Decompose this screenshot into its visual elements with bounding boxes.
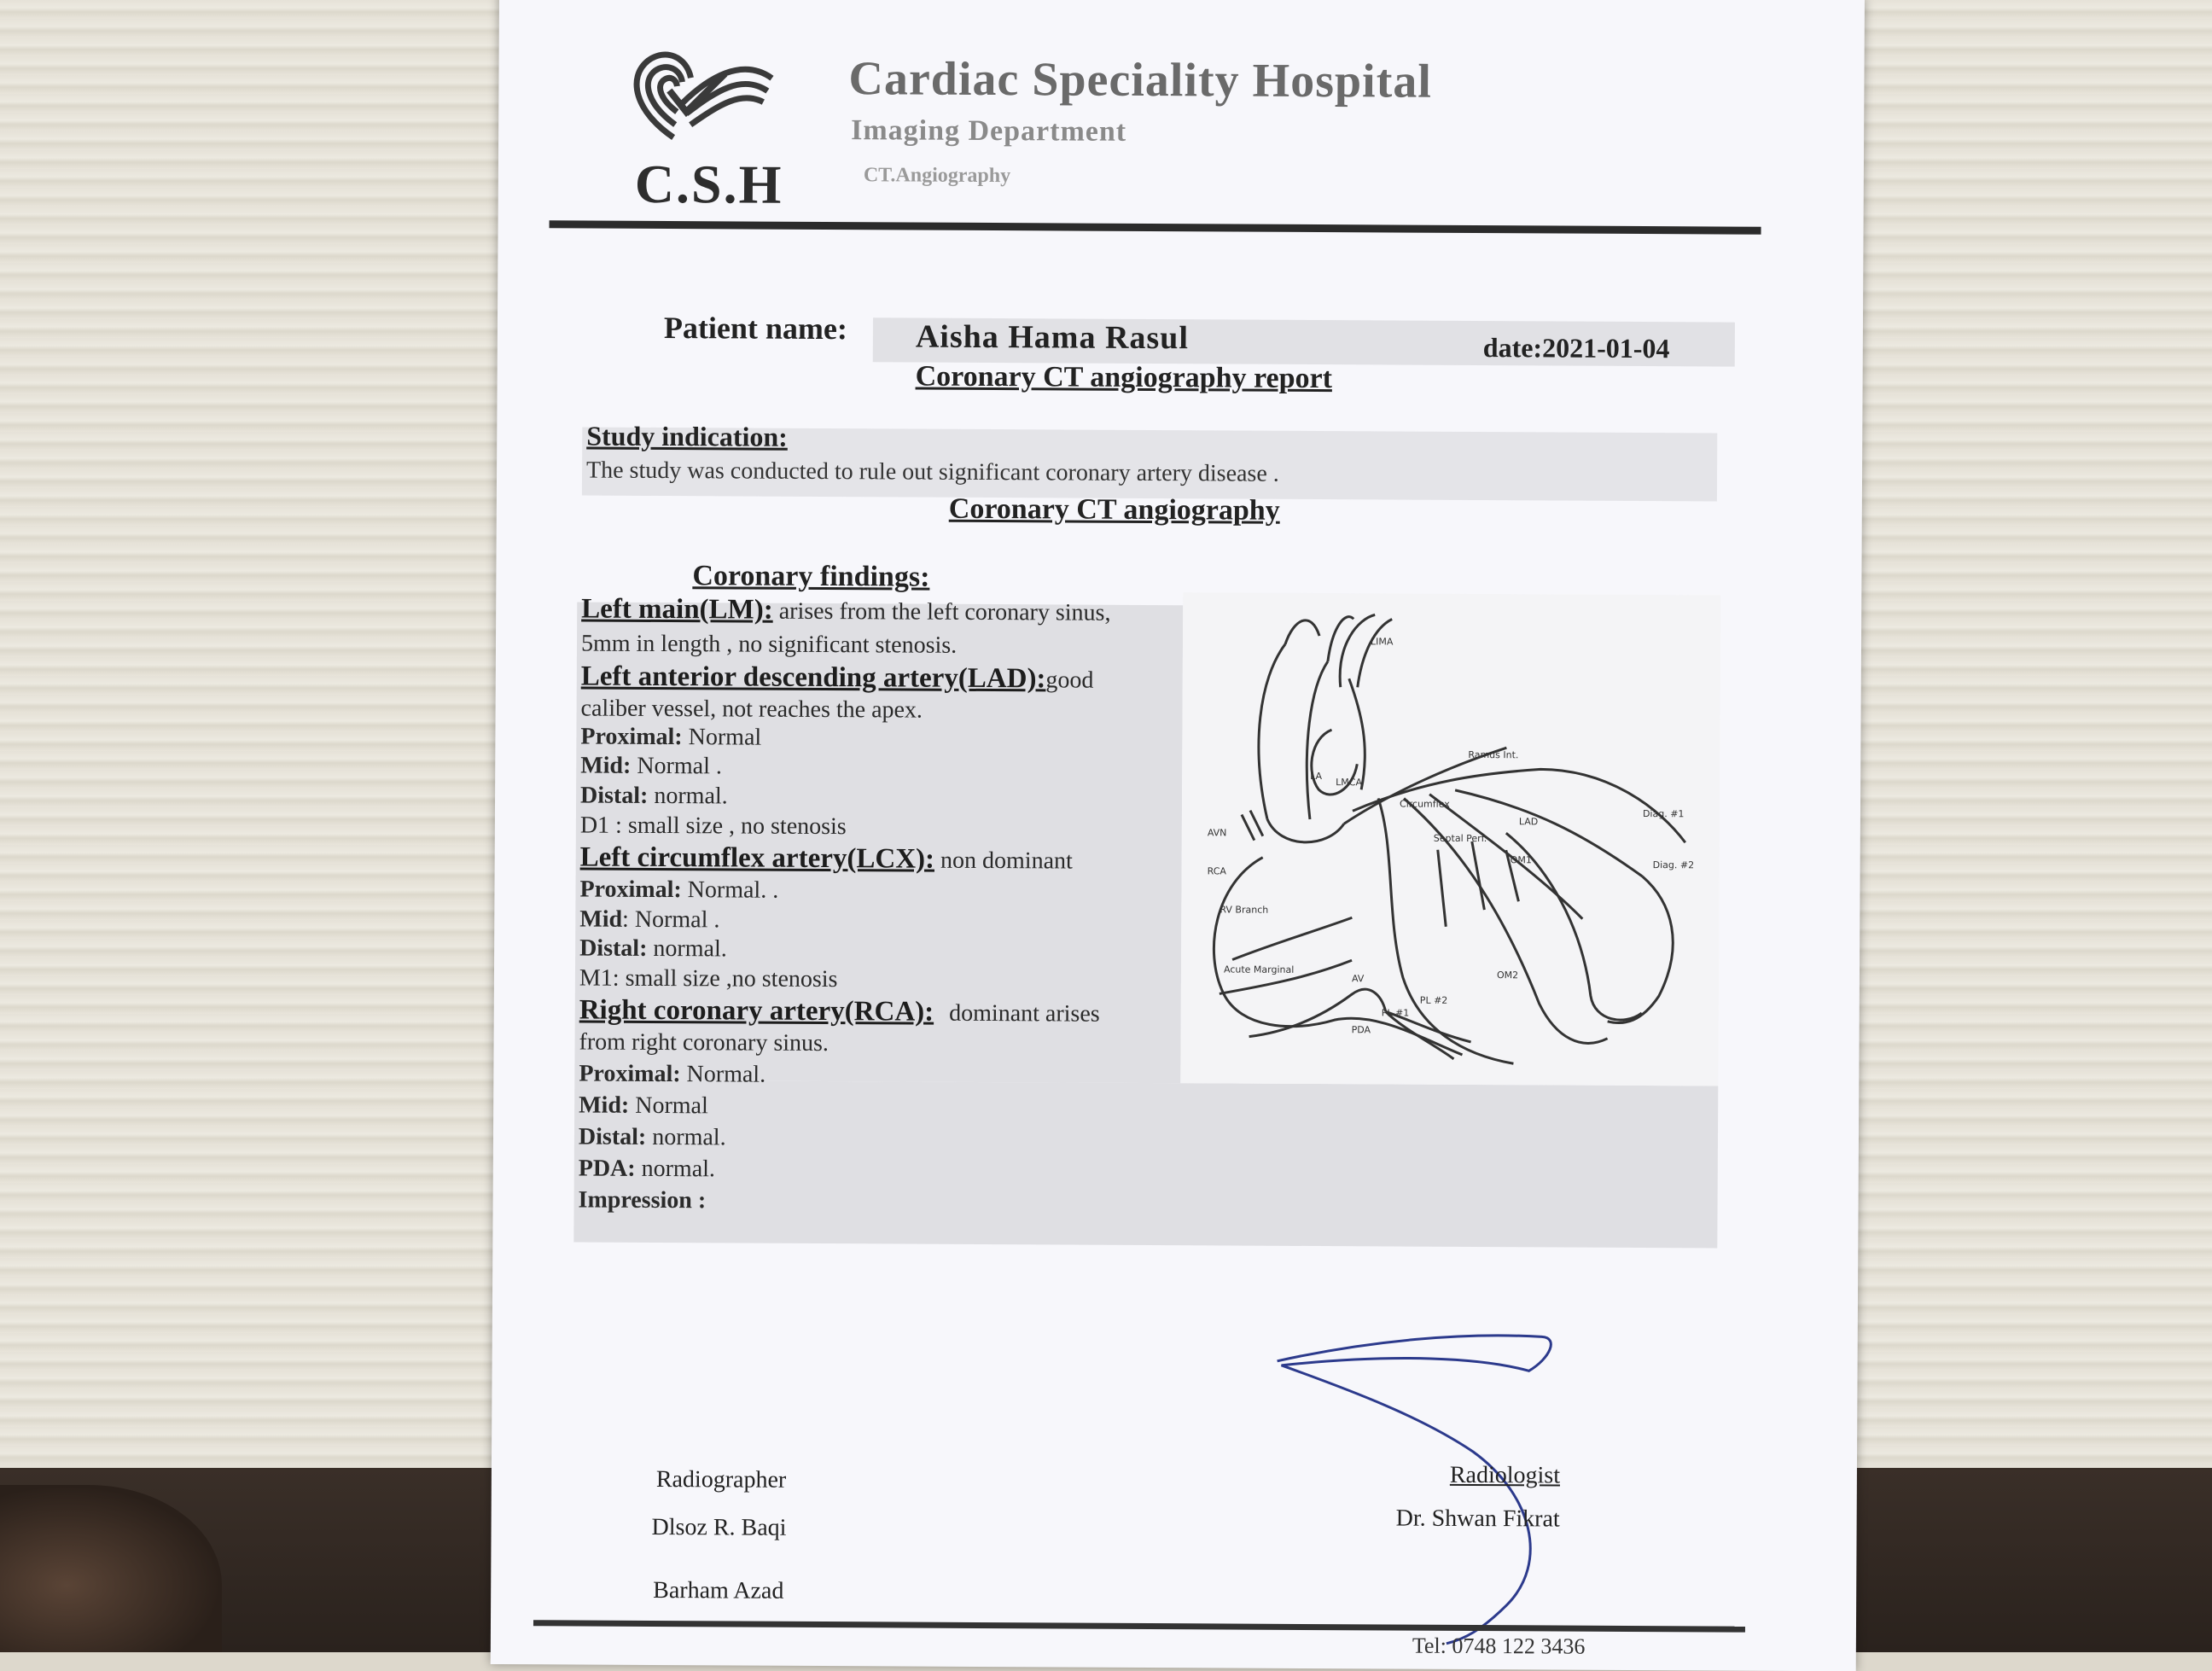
label-pl1: PL #1 xyxy=(1381,1007,1410,1019)
label-acute-marginal: Acute Marginal xyxy=(1223,964,1295,975)
label-circumflex: Circumflex xyxy=(1399,798,1450,810)
rca-pda-label: PDA: xyxy=(578,1155,636,1182)
indication-text: The study was conducted to rule out significant coronary artery disease . xyxy=(585,457,1279,487)
lcx-mid-label: Mid xyxy=(579,905,623,933)
lcx-mid xyxy=(579,906,719,934)
label-om1: OM1 xyxy=(1510,854,1532,866)
lad-heading: Left anterior descending artery(LAD): xyxy=(580,661,1046,695)
rca-text: dominant arises xyxy=(949,999,1100,1028)
lad-proximal xyxy=(580,724,761,752)
coronary-diagram xyxy=(1180,592,1720,1086)
lcx-proximal-value: Normal. . xyxy=(681,876,779,904)
rca-distal-label: Distal: xyxy=(578,1123,647,1150)
label-pda: PDA xyxy=(1351,1024,1371,1036)
lcx-heading: Left circumflex artery(LCX): xyxy=(579,841,935,875)
lcx-line-1 xyxy=(580,842,1073,876)
lad-line-2: caliber vessel, not reaches the apex. xyxy=(580,695,923,724)
lad-distal-label: Distal: xyxy=(579,782,649,809)
lm-line-1 xyxy=(581,594,1110,628)
label-diag1: Diag. #1 xyxy=(1642,808,1685,820)
footer-tel: Tel: 0748 122 3436 xyxy=(1412,1633,1586,1659)
rca-proximal-value: Normal. xyxy=(680,1061,766,1088)
lad-proximal-label: Proximal: xyxy=(580,723,683,751)
radiologist-label: Radiologist xyxy=(1449,1461,1561,1489)
lcx-distal-value: normal. xyxy=(647,934,727,963)
label-lima: LIMA xyxy=(1370,636,1394,648)
radiographer-label: Radiographer xyxy=(655,1465,787,1493)
report-title: Coronary CT angiography report xyxy=(915,360,1333,395)
lcx-proximal xyxy=(579,876,778,905)
rca-mid-value: Normal xyxy=(629,1092,708,1120)
lad-mid-label: Mid: xyxy=(580,752,632,779)
lcx-mid-value: : Normal . xyxy=(622,905,720,934)
logo-text: C.S.H xyxy=(634,153,783,215)
label-om2: OM2 xyxy=(1496,969,1519,981)
label-pl2: PL #2 xyxy=(1419,994,1448,1006)
lcx-proximal-label: Proximal: xyxy=(579,876,682,904)
label-rv-branch: RV Branch xyxy=(1220,904,1269,916)
radiographer-name-2: Barham Azad xyxy=(653,1576,784,1604)
lad-distal-value: normal. xyxy=(648,782,728,810)
radiographer-name-1: Dlsoz R. Baqi xyxy=(651,1513,787,1541)
lcx-distal-label: Distal: xyxy=(579,934,648,962)
rca-proximal xyxy=(579,1061,765,1089)
lm-text: arises from the left coronary sinus, xyxy=(772,597,1111,626)
rca-mid xyxy=(579,1092,708,1121)
lad-mid-value: Normal . xyxy=(631,752,722,780)
rca-pda-value: normal. xyxy=(635,1155,716,1183)
heart-anatomy-icon xyxy=(1180,592,1720,1086)
label-septal: Septal Perf. xyxy=(1433,832,1487,845)
rca-distal xyxy=(579,1124,726,1152)
report-page xyxy=(491,0,1865,1671)
lad-text: good xyxy=(1045,667,1094,694)
department-name: Imaging Department xyxy=(851,114,1127,148)
header-divider xyxy=(550,220,1761,234)
rca-distal-value: normal. xyxy=(646,1123,726,1151)
label-rca: RCA xyxy=(1207,865,1226,877)
label-ramus: Ramus Int. xyxy=(1468,748,1519,761)
heart-logo-icon xyxy=(622,44,785,155)
lcx-text: non dominant xyxy=(934,847,1073,875)
indication-label: Study indication: xyxy=(586,420,788,452)
report-date: date:2021-01-04 xyxy=(1482,332,1670,364)
lm-heading: Left main(LM): xyxy=(581,593,773,626)
rca-line-1 xyxy=(579,995,1100,1029)
lcx-m1: M1: small size ,no stenosis xyxy=(579,964,838,993)
lad-d1: D1 : small size , no stenosis xyxy=(579,812,847,841)
section-title: Coronary CT angiography xyxy=(948,492,1280,527)
rca-line-2: from right coronary sinus. xyxy=(579,1028,830,1057)
lcx-distal xyxy=(579,935,727,964)
rca-proximal-label: Proximal: xyxy=(579,1060,681,1088)
lad-line-1 xyxy=(581,661,1094,696)
lm-line-2: 5mm in length , no significant stenosis. xyxy=(580,630,958,659)
lad-mid xyxy=(580,753,722,781)
radiologist-signature xyxy=(1267,1323,1627,1649)
hospital-name: Cardiac Speciality Hospital xyxy=(848,52,1433,108)
label-lad: LAD xyxy=(1518,816,1539,828)
findings-background-lower xyxy=(573,1080,1718,1248)
patient-name-label: Patient name: xyxy=(663,311,847,346)
lad-proximal-value: Normal xyxy=(682,724,762,751)
label-av: AV xyxy=(1351,973,1365,985)
label-avn: AVN xyxy=(1207,827,1227,839)
hospital-logo xyxy=(622,44,785,215)
label-lmca: LMCA xyxy=(1336,777,1363,789)
lad-distal xyxy=(580,783,728,811)
rca-heading: Right coronary artery(RCA): xyxy=(579,994,934,1028)
radiologist-name: Dr. Shwan Fikrat xyxy=(1395,1505,1560,1533)
label-diag2: Diag. #2 xyxy=(1652,859,1695,871)
findings-heading: Coronary findings: xyxy=(692,560,930,593)
rca-mid-label: Mid: xyxy=(579,1092,630,1119)
label-la: LA xyxy=(1310,770,1323,783)
patient-name: Aisha Hama Rasul xyxy=(915,318,1190,357)
subdivision-name: CT.Angiography xyxy=(863,164,1011,188)
impression-label: Impression : xyxy=(578,1186,707,1214)
rca-pda xyxy=(579,1156,715,1184)
